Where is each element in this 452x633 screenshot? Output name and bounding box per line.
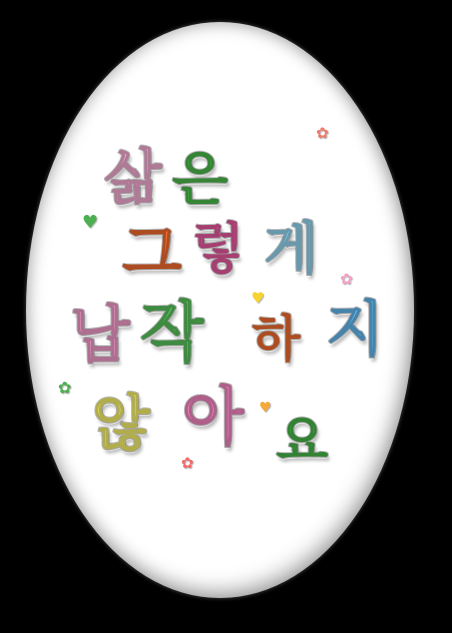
star-icon: ✿ xyxy=(316,124,329,142)
title-line3-char3: 하 xyxy=(252,310,301,368)
title-line4-char3: 요 xyxy=(276,409,329,472)
title-line3-char1: 납 xyxy=(70,298,130,371)
star-icon: ✿ xyxy=(340,270,353,288)
title-line4-char2: 아 xyxy=(182,381,244,455)
heart-icon: ♥ xyxy=(82,212,99,233)
heart-icon: ♥ xyxy=(259,400,272,416)
star-icon: ✿ xyxy=(58,378,72,397)
title-line2-char3: 게 xyxy=(264,217,319,282)
title-line2-char1: 그 xyxy=(122,216,182,289)
title-line4-char1: 않 xyxy=(92,389,150,459)
title-line1-char1: 삶 xyxy=(104,143,162,213)
title-line3-char4: 지 xyxy=(326,295,384,365)
star-icon: ✿ xyxy=(181,454,194,472)
title-line1-char2: 은 xyxy=(172,145,229,213)
title-line3-char2: 작 xyxy=(140,294,204,371)
heart-icon: ♥ xyxy=(251,289,265,307)
title-line2-char2: 렇 xyxy=(192,217,245,280)
